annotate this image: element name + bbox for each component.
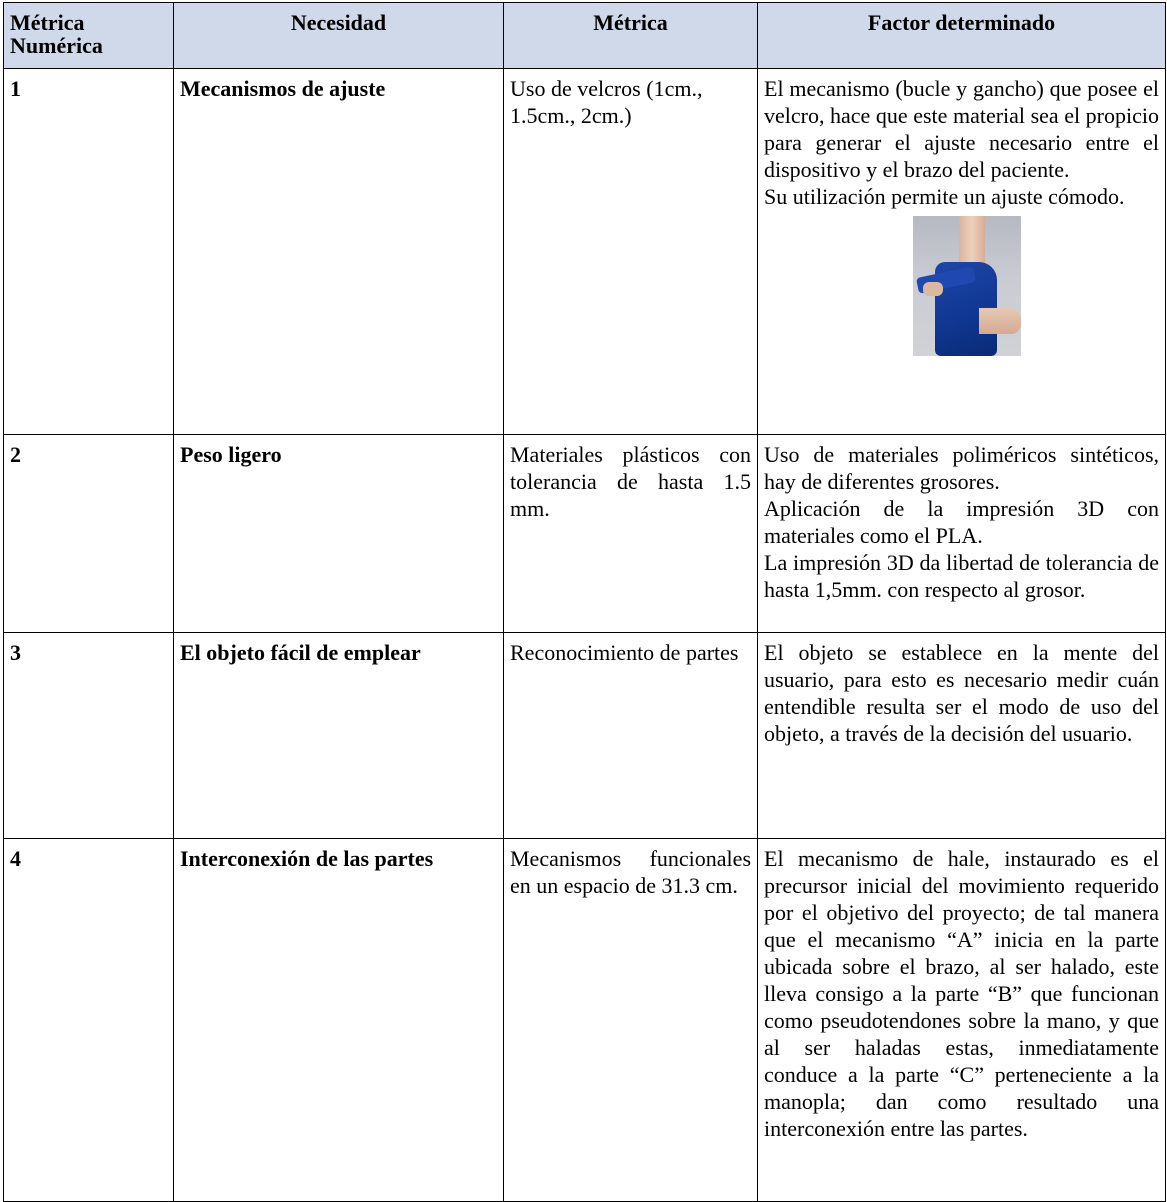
table-row	[4, 435, 1166, 633]
row-factor	[758, 69, 1166, 435]
row-need: Interconexión de las partes	[174, 839, 504, 1202]
row-need: El objeto fácil de emplear	[174, 633, 504, 839]
factor-paragraph: Uso de materiales poliméricos sintéticos, hay de diferentes grosores.	[764, 442, 1159, 494]
factor-paragraph: El mecanismo (bucle y gancho) que posee el velcro, hace que este material sea el propicio para generar el ajuste necesario entre el dispositivo y el brazo del paciente.	[764, 76, 1159, 182]
header-row	[4, 3, 1166, 69]
factor-paragraph: El mecanismo de hale, instaurado es el precursor inicial del movimiento requerido por el objetivo del proyecto; de tal manera que el mecanismo “A” inicia en la parte ubicada sobre el brazo, al ser halado, este lleva consigo a la parte “B” que funcionan como pseudotendones sobre la mano, y que al ser haladas estas, inmediatamente conduce a la parte “C” perteneciente a la manopla; dan como resultado una interconexión entre las partes.	[764, 846, 1159, 1141]
row-metric: Uso de velcros (1cm., 1.5cm., 2cm.)	[504, 69, 758, 435]
table-row	[4, 839, 1166, 1202]
row-number: 4	[4, 839, 174, 1202]
factor-paragraph: Su utilización permite un ajuste cómodo.	[764, 184, 1125, 209]
ankle-brace-photo	[913, 216, 1021, 356]
row-factor	[758, 435, 1166, 633]
row-number: 1	[4, 69, 174, 435]
factor-paragraph: Aplicación de la impresión 3D con materiales como el PLA.	[764, 496, 1159, 548]
header-necesidad: Necesidad	[174, 3, 504, 69]
header-metrica-numerica: Métrica Numérica	[4, 3, 174, 69]
table-row	[4, 69, 1166, 435]
row-need: Peso ligero	[174, 435, 504, 633]
row-metric: Reconocimiento de partes	[504, 633, 758, 839]
row-need: Mecanismos de ajuste	[174, 69, 504, 435]
factor-paragraph: El objeto se establece en la mente del usuario, para esto es necesario medir cuán entendible resulta ser el modo de uso del objeto, a través de la decisión del usuario.	[764, 640, 1159, 746]
metrics-table	[3, 2, 1166, 1202]
row-metric: Materiales plásticos con tolerancia de hasta 1.5 mm.	[504, 435, 758, 633]
row-number: 3	[4, 633, 174, 839]
header-metrica: Métrica	[504, 3, 758, 69]
row-factor	[758, 633, 1166, 839]
table-row	[4, 633, 1166, 839]
row-factor	[758, 839, 1166, 1202]
row-metric: Mecanismos funcionales en un espacio de 31.3 cm.	[504, 839, 758, 1202]
row-number: 2	[4, 435, 174, 633]
header-factor-determinado: Factor determinado	[758, 3, 1166, 69]
factor-paragraph: La impresión 3D da libertad de tolerancia de hasta 1,5mm. con respecto al grosor.	[764, 550, 1159, 602]
